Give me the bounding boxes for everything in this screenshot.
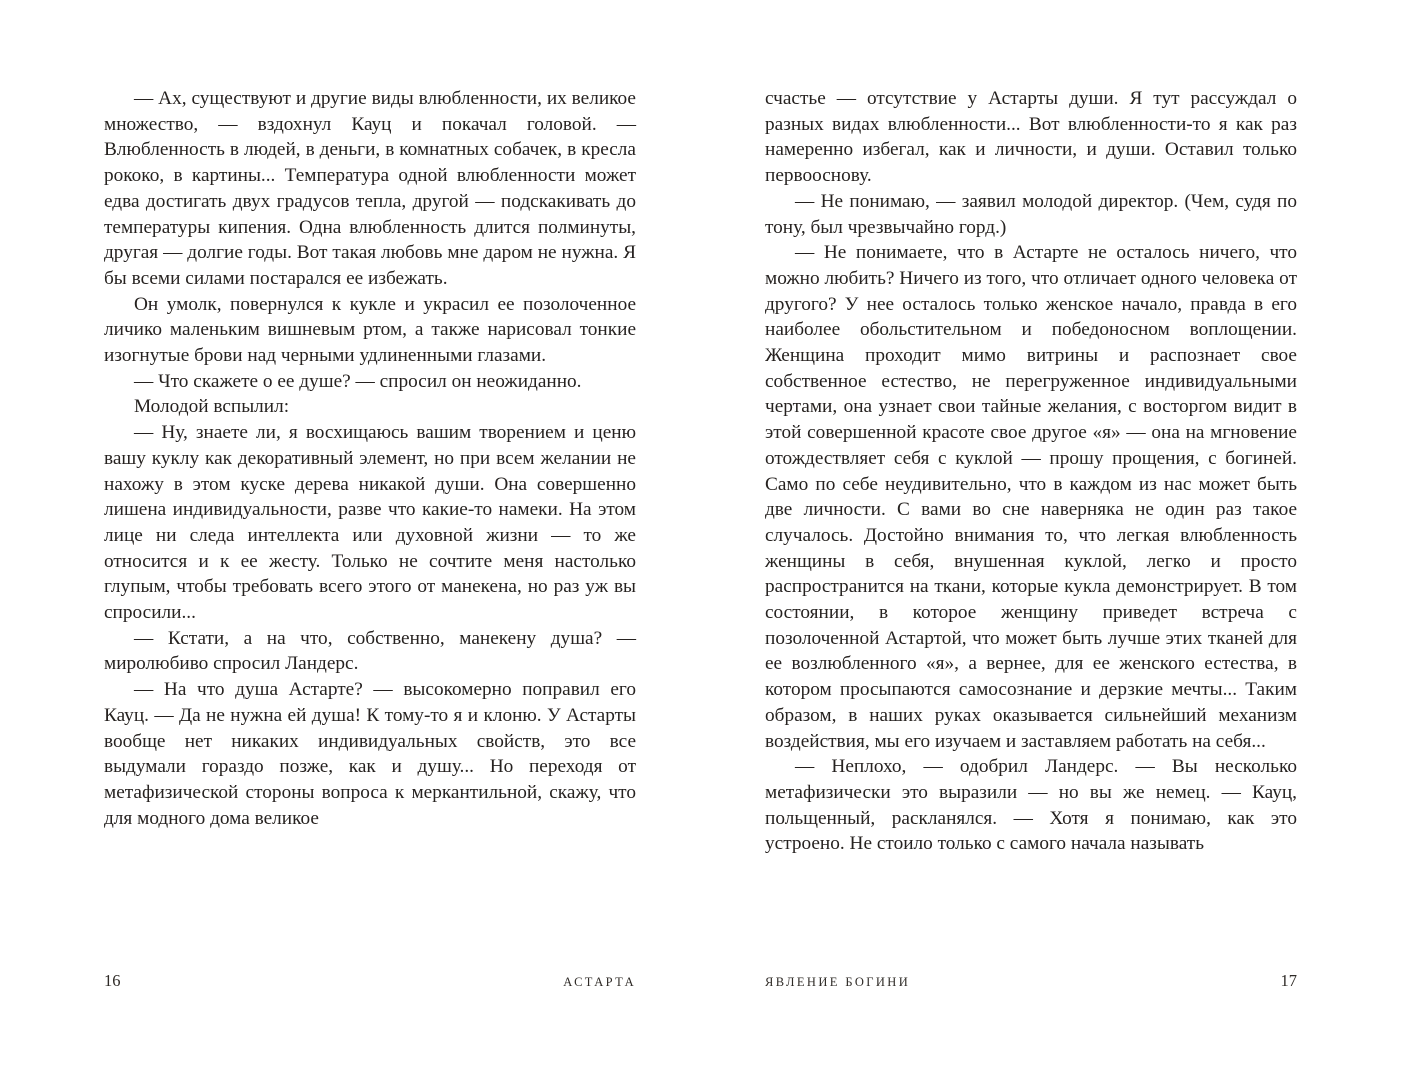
page-number: 16	[104, 971, 121, 990]
right-page-footer	[765, 971, 1297, 991]
paragraph: — Что скажете о ее душе? — спросил он неожиданно.	[134, 370, 582, 392]
paragraph: Молодой вспылил:	[134, 396, 290, 418]
book-page-right	[765, 0, 1297, 1079]
right-text-column	[765, 86, 1297, 857]
book-page-left	[104, 0, 636, 1079]
left-text-column	[104, 86, 636, 831]
paragraph: — Не понимаете, что в Астарте не осталось ничего, что можно любить? Ничего из того, что отличает одного человека от другого? У нее осталось только женское начало, правда в его наиболее обольстительном и победоносном воплощении. Женщина проходит мимо витрины и распознает свое собственное естество, не перегруженное индивидуальными чертами, она узнает свои тайные желания, с восторгом видит в этой совершенной красоте свое другое «я» — она на мгновение отождествляет себя с куклой — прошу прощения, с богиней. Само по себе неудивительно, что в каждом из нас может быть две личности. С вами во сне наверняка не один раз такое случалось. Достойно внимания то, что легкая влюбленность женщины в себя, внушенная куклой, легко и просто распространится на ткани, которые кукла демонстрирует. В том состоянии, в которое женщину приведет встреча с позолоченной Астартой, что может быть лучше этих тканей для ее возлюбленного «я», а вернее, для ее женского естества, в котором просыпаются самосознание и дерзкие мечты... Таким образом, в наших руках оказывается сильнейший механизм воздействия, мы его изучаем и заставляем работать на себя...	[765, 242, 1297, 752]
paragraph: — Не понимаю, — заявил молодой директор. (Чем, судя по тону, был чрезвычайно горд.)	[765, 190, 1297, 238]
paragraph: Он умолк, повернулся к кукле и украсил ее позолоченное личико маленьким вишневым ртом, а также нарисовал тонкие изогнутые брови над черными удлиненными глазами.	[104, 293, 636, 367]
paragraph: счастье — отсутствие у Астарты души. Я тут рассуждал о разных видах влюбленности... Вот влюбленности-то я как раз намеренно избегал, как и личности, и души. Оставил только первооснову.	[765, 88, 1297, 187]
running-title: ЯВЛЕНИЕ БОГИНИ	[765, 975, 911, 989]
paragraph: — На что душа Астарте? — высокомерно поправил его Кауц. — Да не нужна ей душа! К тому-то я и клоню. У Астарты вообще нет никаких индивидуальных свойств, это все выдумали гораздо позже, как и душу... Но переходя от метафизической стороны вопроса к меркантильной, скажу, что для модного дома великое	[104, 679, 636, 829]
paragraph: — Ну, знаете ли, я восхищаюсь вашим творением и ценю вашу куклу как декоративный элемент, но при всем желании не нахожу в этом куске дерева никакой души. Она совершенно лишена индивидуальности, разве что какие-то намеки. На этом лице ни следа интеллекта или духовной жизни — то же относится и к ее жесту. Только не сочтите меня настолько глупым, чтобы требовать всего этого от манекена, но раз уж вы спросили...	[104, 422, 636, 624]
page-number: 17	[1280, 971, 1297, 990]
running-title: АСТАРТА	[563, 975, 636, 989]
left-page-footer	[104, 971, 636, 991]
paragraph: — Неплохо, — одобрил Ландерс. — Вы несколько метафизически это выразили — но вы же немец. — Кауц, польщенный, раскланялся. — Хотя я понимаю, как это устроено. Не стоило только с самого начала называть	[765, 756, 1297, 855]
paragraph: — Кстати, а на что, собственно, манекену душа? — миролюбиво спросил Ландерс.	[104, 627, 636, 675]
paragraph: — Ах, существуют и другие виды влюбленности, их великое множество, — вздохнул Кауц и покачал головой. — Влюбленность в людей, в деньги, в комнатных собачек, в кресла рококо, в картины... Температура одной влюбленности может едва достигать двух градусов тепла, другой — подскакивать до температуры кипения. Одна влюбленность длится полминуты, другая — долгие годы. Вот такая любовь мне даром не нужна. Я бы всеми силами постарался ее избежать.	[104, 88, 636, 289]
